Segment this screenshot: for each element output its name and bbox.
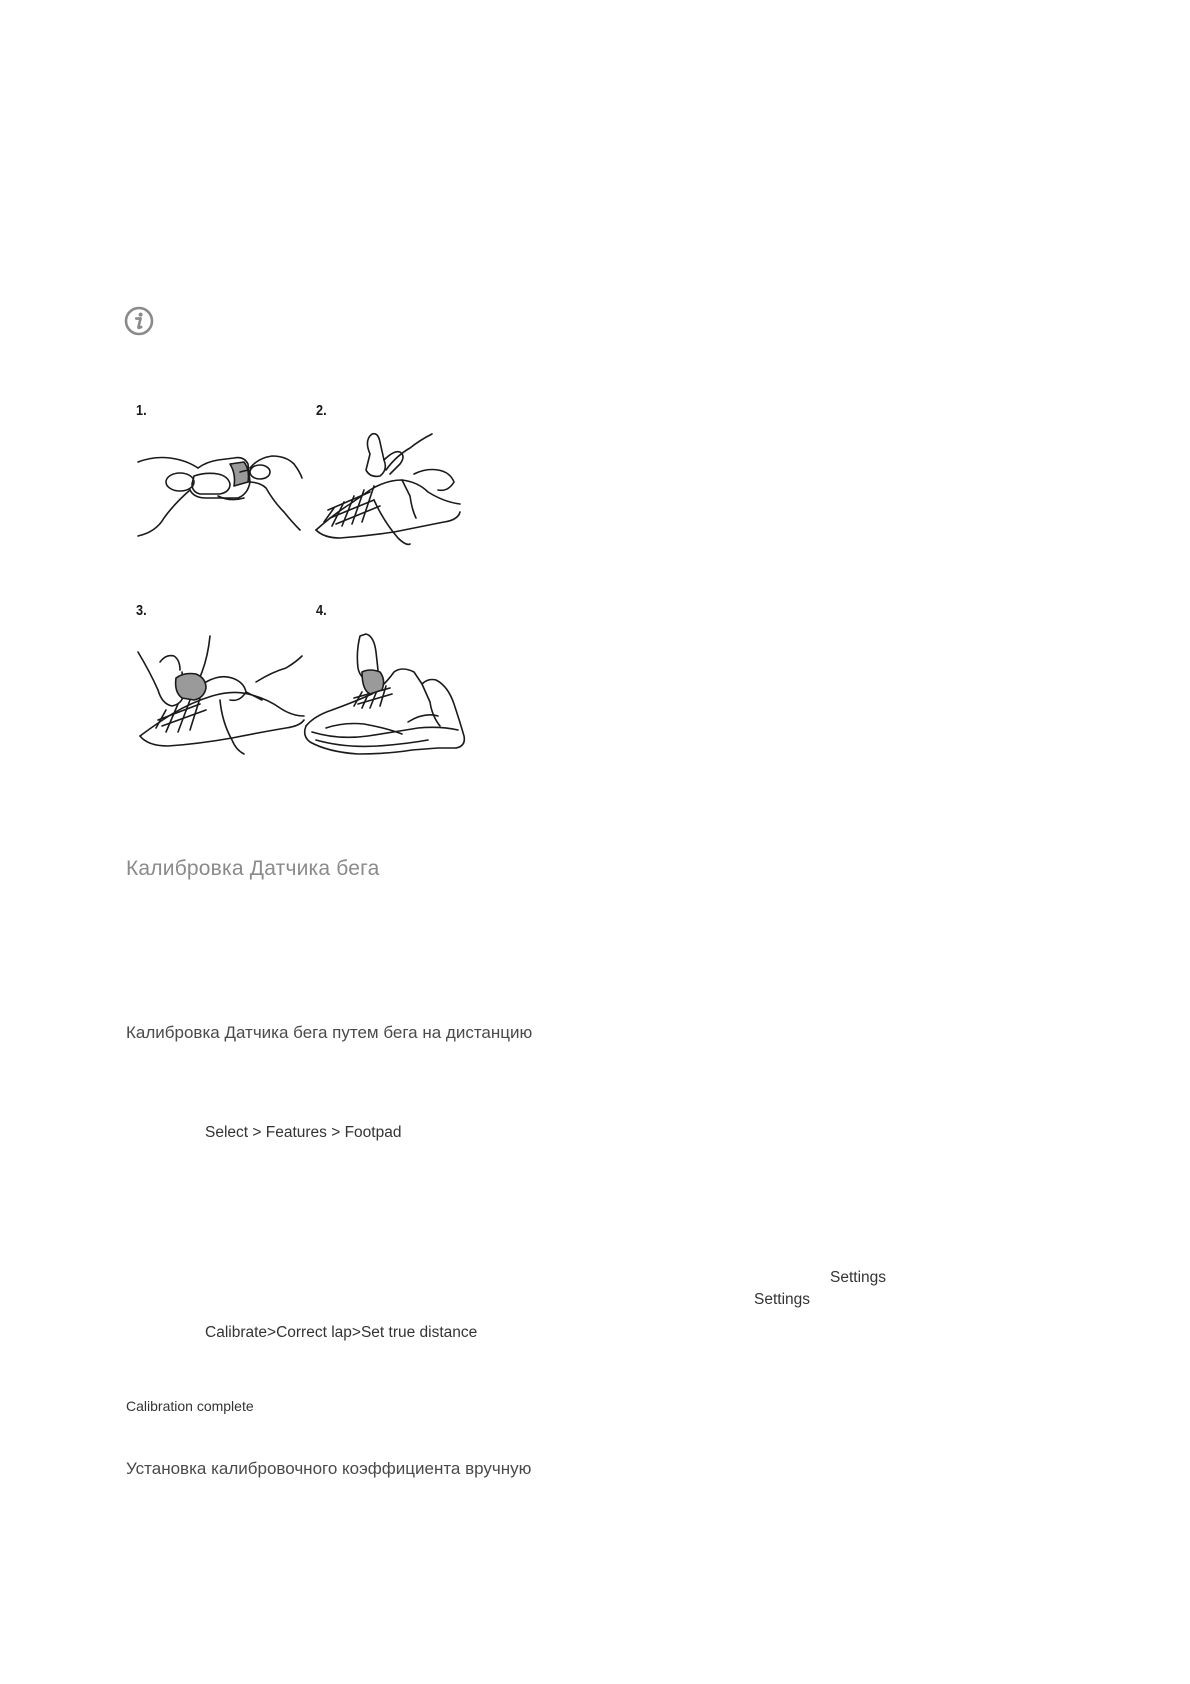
step-4-illustration xyxy=(298,632,468,772)
calibrate-path: Calibrate>Correct lap>Set true distance xyxy=(205,1324,478,1341)
step-label-2: 2. xyxy=(316,402,327,419)
settings-reference-2: Settings xyxy=(754,1291,811,1308)
menu-path: Select > Features > Footpad xyxy=(205,1124,402,1141)
settings-reference-1: Settings xyxy=(830,1269,887,1286)
step-label-4: 4. xyxy=(316,602,327,619)
info-icon xyxy=(124,306,154,336)
step-1-illustration xyxy=(134,442,304,547)
calibration-complete-message: Calibration complete xyxy=(126,1398,254,1414)
manual-calibration-title: Установка калибровочного коэффициента вручную xyxy=(126,1459,532,1478)
step-label-1: 1. xyxy=(136,402,147,419)
section-title: Калибровка Датчика бега xyxy=(126,857,380,880)
step-3-illustration xyxy=(136,632,306,772)
step-label-3: 3. xyxy=(136,602,147,619)
calibration-run-title: Калибровка Датчика бега путем бега на дистанцию xyxy=(126,1023,533,1042)
